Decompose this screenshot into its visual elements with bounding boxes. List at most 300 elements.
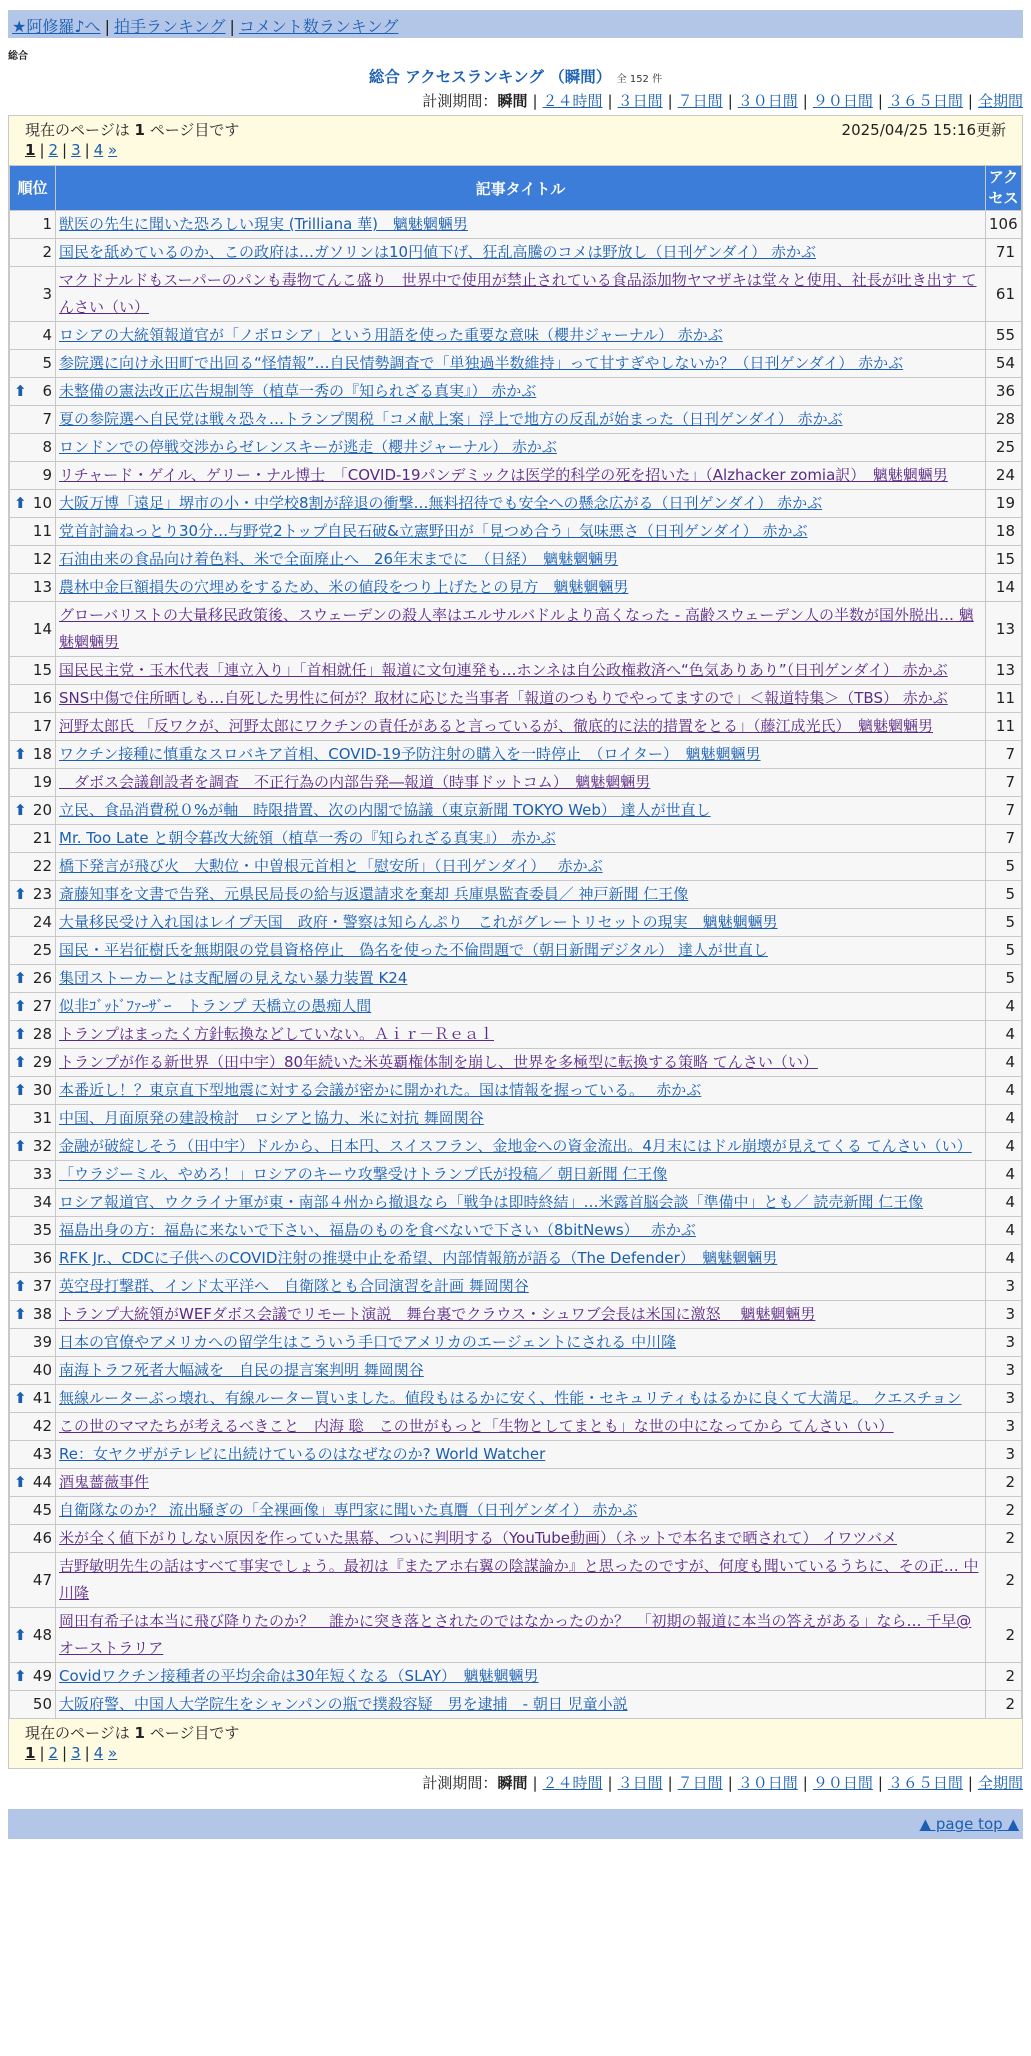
table-row (10, 1413, 1022, 1441)
rank-number: 30 (32, 1081, 52, 1099)
item-count: 全 152 件 (616, 74, 663, 85)
table-row (10, 853, 1022, 881)
page-status-prefix: 現在のページは (25, 121, 130, 139)
access-count: 54 (986, 350, 1022, 378)
article-link[interactable]: 大量移民受け入れ国はレイプ天国 政府・警察は知らんぷり これがグレートリセットの現実 魑魅魍魎男 (59, 913, 778, 931)
article-link[interactable]: 斎藤知事を文書で告発、元県民局長の給与返還請求を棄却 兵庫県監査委員／ 神戸新聞 仁王像 (59, 885, 689, 903)
title-cell (56, 406, 986, 434)
rank-cell (10, 490, 56, 518)
rank-cell (10, 1245, 56, 1273)
article-link[interactable]: Mr. Too Late と朝令暮改大統領（植草一秀の『知られざる真実』） 赤かぶ (59, 829, 556, 847)
rank-cell (10, 881, 56, 909)
rank-number: 7 (42, 410, 52, 428)
title-cell (56, 797, 986, 825)
article-link[interactable]: 夏の参院選へ自民党は戦々恐々…トランプ関税「コメ献上案」浮上で地方の反乱が始まった（日刊ゲンダイ） 赤かぶ (59, 410, 843, 428)
rank-number: 28 (32, 1025, 52, 1043)
period-current: 瞬間 (497, 1774, 528, 1792)
nav-link-applause-ranking[interactable]: 拍手ランキング (113, 17, 226, 36)
table-row (10, 713, 1022, 741)
title-cell (56, 965, 986, 993)
rank-number: 2 (42, 243, 52, 261)
table-row (10, 1301, 1022, 1329)
rank-cell (10, 993, 56, 1021)
title-cell (56, 1469, 986, 1497)
rank-number: 36 (32, 1249, 52, 1267)
rank-number: 33 (32, 1165, 52, 1183)
access-count: 106 (986, 211, 1022, 239)
rank-cell (10, 1357, 56, 1385)
rank-number: 20 (32, 801, 52, 819)
title-cell (56, 518, 986, 546)
period-link[interactable]: ２４時間 (542, 1774, 603, 1792)
access-count: 55 (986, 322, 1022, 350)
article-link[interactable]: 南海トラフ死者大幅減を 自民の提言案判明 舞岡関谷 (59, 1361, 424, 1379)
access-count: 4 (986, 1161, 1022, 1189)
rank-cell (10, 406, 56, 434)
table-row (10, 1525, 1022, 1553)
article-link[interactable]: トランプが作る新世界（田中宇）80年続いた米英覇権体制を崩し、世界を多極型に転換する策略 てんさい（い） (59, 1053, 818, 1071)
rank-up-arrow-icon: ⬆ (14, 997, 27, 1015)
article-link[interactable]: 自衛隊なのか？ 流出騒ぎの「全裸画像」専門家に聞いた真贋（日刊ゲンダイ） 赤かぶ (59, 1501, 638, 1519)
rank-number: 1 (42, 215, 52, 233)
ranking-table (9, 165, 1022, 1719)
article-link[interactable]: 中国、月面原発の建設検討 ロシアと協力、米に対抗 舞岡関谷 (59, 1109, 484, 1127)
title-cell (56, 937, 986, 965)
table-row (10, 1357, 1022, 1385)
rank-cell (10, 1441, 56, 1469)
article-link[interactable]: ロンドンでの停戦交渉からゼレンスキーが逃走（櫻井ジャーナル） 赤かぶ (59, 438, 557, 456)
period-label: 計測期間： (422, 1774, 498, 1792)
rank-cell (10, 909, 56, 937)
table-row (10, 1077, 1022, 1105)
table-row (10, 1217, 1022, 1245)
nav-link-ashura[interactable]: ★阿修羅♪へ (12, 17, 101, 36)
article-link[interactable]: Covidワクチン接種者の平均余命は30年短くなる（SLAY） 魑魅魍魎男 (59, 1667, 539, 1685)
page-link[interactable]: 2 (48, 141, 59, 159)
article-link[interactable]: 立民、食品消費税０%が軸 時限措置、次の内閣で協議（東京新聞 TOKYO Web） 達人が世直し (59, 801, 711, 819)
article-link[interactable]: グローバリストの大量移民政策後、スウェーデンの殺人率はエルサルバドルより高くなった - 高齢スウェーデン人の半数が国外脱出… 魑魅魍魎男 (59, 606, 974, 651)
rank-cell (10, 1189, 56, 1217)
rank-number: 15 (32, 661, 52, 679)
article-link[interactable]: リチャード・ゲイル、ゲリー・ナル博士 「COVID-19パンデミックは医学的科学の死を招いた」（Alzhacker zomia訳） 魑魅魍魎男 (59, 466, 948, 484)
article-link[interactable]: トランプはまったく方針転換などしていない。Ａｉｒ－Ｒｅａｌ (59, 1025, 495, 1043)
article-link[interactable]: 福島出身の方：福島に来ないで下さい、福島のものを食べないで下さい（8bitNews） 赤かぶ (59, 1221, 696, 1239)
article-link[interactable]: 未整備の憲法改正広告規制等（植草一秀の『知られざる真実』） 赤かぶ (59, 382, 537, 400)
rank-number: 23 (32, 885, 52, 903)
table-row (10, 937, 1022, 965)
page-separator: | (62, 141, 68, 159)
rank-number: 37 (32, 1277, 52, 1295)
page-title-main: 総合 アクセスランキング （瞬間） (368, 68, 612, 86)
rank-cell (10, 825, 56, 853)
table-row (10, 211, 1022, 239)
table-row (10, 406, 1022, 434)
period-separator: | (727, 92, 733, 110)
rank-number: 32 (32, 1137, 52, 1155)
title-cell (56, 1357, 986, 1385)
rank-cell (10, 1329, 56, 1357)
rank-cell (10, 1049, 56, 1077)
rank-cell (10, 1021, 56, 1049)
table-row (10, 1553, 1022, 1608)
rank-number: 41 (32, 1389, 52, 1407)
period-separator: | (532, 92, 538, 110)
rank-cell (10, 1413, 56, 1441)
table-row (10, 881, 1022, 909)
access-count: 3 (986, 1441, 1022, 1469)
access-count: 3 (986, 1413, 1022, 1441)
nav-link-comment-ranking[interactable]: コメント数ランキング (238, 17, 399, 36)
access-count: 19 (986, 490, 1022, 518)
pager-status-row (25, 119, 1006, 141)
rank-cell (10, 937, 56, 965)
article-link[interactable]: 獣医の先生に聞いた恐ろしい現実 (Trilliana 華) 魑魅魍魎男 (59, 215, 468, 233)
rank-cell (10, 434, 56, 462)
access-count: 2 (986, 1663, 1022, 1691)
page-link[interactable]: 3 (71, 1744, 81, 1762)
article-link[interactable]: 橋下発言が飛び火 大勲位・中曽根元首相と「慰安所」（日刊ゲンダイ） 赤かぶ (59, 857, 603, 875)
article-link[interactable]: RFK Jr.、CDCに子供へのCOVID注射の推奨中止を希望、内部情報筋が語る（The Defender） 魑魅魍魎男 (59, 1249, 778, 1267)
rank-up-arrow-icon: ⬆ (14, 1025, 27, 1043)
table-row (10, 685, 1022, 713)
page-status (25, 1722, 239, 1744)
page-next-link[interactable]: » (108, 141, 118, 159)
title-cell (56, 267, 986, 322)
title-cell (56, 211, 986, 239)
rank-cell (10, 462, 56, 490)
title-cell (56, 1385, 986, 1413)
page-separator: | (39, 1744, 45, 1762)
access-count: 2 (986, 1497, 1022, 1525)
rank-cell (10, 267, 56, 322)
access-count: 2 (986, 1553, 1022, 1608)
pager-bottom (9, 1719, 1022, 1768)
title-cell (56, 1161, 986, 1189)
ranking-container (8, 115, 1023, 1769)
article-link[interactable]: 参院選に向け永田町で出回る“怪情報”…自民情勢調査で「単独過半数維持」って甘すぎやしないか？（日刊ゲンダイ） 赤かぶ (59, 354, 904, 372)
title-cell (56, 769, 986, 797)
header-access: アクセス (986, 166, 1022, 211)
table-row (10, 1329, 1022, 1357)
table-row (10, 602, 1022, 657)
rank-number: 40 (32, 1361, 52, 1379)
article-link[interactable]: 国民を舐めているのか、この政府は…ガソリンは10円値下げ、狂乱高騰のコメは野放し（日刊ゲンダイ） 赤かぶ (59, 243, 817, 261)
article-link[interactable]: 河野太郎氏 「反ワクが、河野太郎にワクチンの責任があると言っているが、徹底的に法的措置をとる」（藤江成光氏） 魑魅魍魎男 (59, 717, 934, 735)
period-separator: | (607, 92, 613, 110)
nav-separator: | (229, 17, 235, 36)
rank-up-arrow-icon: ⬆ (14, 1389, 27, 1407)
title-cell (56, 1105, 986, 1133)
page-next-link[interactable]: » (108, 1744, 118, 1762)
rank-cell (10, 1161, 56, 1189)
access-count: 14 (986, 574, 1022, 602)
period-selector-top (0, 89, 1023, 113)
rank-cell (10, 1133, 56, 1161)
period-link[interactable]: 全期間 (977, 1774, 1023, 1792)
access-count: 11 (986, 713, 1022, 741)
page-status (25, 119, 239, 141)
rank-cell (10, 350, 56, 378)
article-link[interactable]: 英空母打撃群、インド太平洋へ 自衛隊とも合同演習を計画 舞岡関谷 (59, 1277, 529, 1295)
period-link[interactable]: ３６５日間 (887, 92, 963, 110)
title-cell (56, 322, 986, 350)
access-count: 3 (986, 1301, 1022, 1329)
rank-number: 43 (32, 1445, 52, 1463)
title-cell (56, 685, 986, 713)
period-selector-bottom (0, 1771, 1023, 1795)
title-cell (56, 434, 986, 462)
access-count: 24 (986, 462, 1022, 490)
rank-cell (10, 518, 56, 546)
access-count: 36 (986, 378, 1022, 406)
rank-cell (10, 378, 56, 406)
access-count: 4 (986, 1217, 1022, 1245)
period-link[interactable]: ９０日間 (812, 1774, 873, 1792)
article-link[interactable]: Re：女ヤクザがテレビに出続けているのはなぜなのか? World Watcher (59, 1445, 546, 1463)
article-link[interactable]: 集団ストーカーとは支配層の見えない暴力装置 K24 (59, 969, 408, 987)
access-count: 2 (986, 1608, 1022, 1663)
rank-number: 44 (32, 1473, 52, 1491)
table-row (10, 1161, 1022, 1189)
table-row (10, 574, 1022, 602)
period-separator: | (877, 1774, 883, 1792)
access-count: 71 (986, 239, 1022, 267)
rank-cell (10, 685, 56, 713)
period-link[interactable]: ２４時間 (542, 92, 603, 110)
period-link[interactable]: ７日間 (677, 92, 723, 110)
article-link[interactable]: 国民・平岩征樹氏を無期限の党員資格停止 偽名を使った不倫問題で（朝日新聞デジタル） 達人が世直し (59, 941, 768, 959)
table-row (10, 769, 1022, 797)
period-link[interactable]: ９０日間 (812, 92, 873, 110)
rank-number: 47 (32, 1570, 52, 1589)
article-link[interactable]: 日本の官僚やアメリカへの留学生はこういう手口でアメリカのエージェントにされる 中川隆 (59, 1333, 677, 1351)
rank-number: 12 (32, 550, 52, 568)
rank-up-arrow-icon: ⬆ (14, 969, 27, 987)
period-separator: | (532, 1774, 538, 1792)
page-link[interactable]: 3 (71, 141, 81, 159)
pager-links (25, 1744, 1006, 1766)
title-cell (56, 490, 986, 518)
rank-cell (10, 657, 56, 685)
title-cell (56, 853, 986, 881)
period-link[interactable]: 全期間 (977, 92, 1023, 110)
period-separator: | (967, 92, 973, 110)
article-link[interactable]: 「ウラジーミル、やめろ！」ロシアのキーウ攻撃受けトランプ氏が投稿／ 朝日新聞 仁王像 (59, 1165, 668, 1183)
page-status-number: 1 (134, 1724, 145, 1742)
rank-number: 42 (32, 1417, 52, 1435)
rank-cell (10, 1217, 56, 1245)
pager-status-row (25, 1722, 1006, 1744)
title-cell (56, 1663, 986, 1691)
rank-cell (10, 602, 56, 657)
table-row (10, 1385, 1022, 1413)
table-row (10, 434, 1022, 462)
table-row (10, 1245, 1022, 1273)
rank-number: 5 (42, 354, 52, 372)
table-row (10, 1049, 1022, 1077)
table-row (10, 1608, 1022, 1663)
title-cell (56, 378, 986, 406)
rank-cell (10, 713, 56, 741)
table-row (10, 1441, 1022, 1469)
period-separator: | (802, 1774, 808, 1792)
access-count: 3 (986, 1273, 1022, 1301)
article-link[interactable]: 金融が破綻しそう（田中宇）ドルから、日本円、スイスフラン、金地金への資金流出。4月末にはドル崩壊が見えてくる てんさい（い） (59, 1137, 972, 1155)
table-row (10, 1663, 1022, 1691)
table-row (10, 657, 1022, 685)
article-link[interactable]: ロシアの大統領報道官が「ノボロシア」という用語を使った重要な意味（櫻井ジャーナル） 赤かぶ (59, 326, 723, 344)
article-link[interactable]: トランプ大統領がWEFダボス会議でリモート演説 舞台裏でクラウス・シュワブ会長は米国に激怒 魑魅魍魎男 (59, 1305, 816, 1323)
rank-number: 14 (32, 619, 52, 638)
rank-up-arrow-icon: ⬆ (14, 382, 27, 400)
rank-number: 31 (32, 1109, 52, 1127)
access-count: 7 (986, 825, 1022, 853)
article-link[interactable]: 石油由来の食品向け着色料、米で全面廃止へ 26年末までに （日経） 魑魅魍魎男 (59, 550, 619, 568)
article-link[interactable]: 大阪万博「遠足」堺市の小・中学校8割が辞退の衝撃…無料招待でも安全への懸念広がる（日刊ゲンダイ） 赤かぶ (59, 494, 823, 512)
period-separator: | (967, 1774, 973, 1792)
page-link[interactable]: 2 (48, 1744, 59, 1762)
rank-cell (10, 322, 56, 350)
rank-number: 46 (32, 1529, 52, 1547)
access-count: 13 (986, 602, 1022, 657)
rank-cell (10, 1301, 56, 1329)
rank-number: 21 (32, 829, 52, 847)
article-link[interactable]: マクドナルドもスーパーのパンも毒物てんこ盛り 世界中で使用が禁止されている食品添加物ヤマザキは堂々と使用、社長が吐き出す てんさい（い） (59, 271, 977, 316)
rank-number: 48 (32, 1625, 52, 1644)
page-link[interactable]: 4 (93, 1744, 104, 1762)
period-separator: | (607, 1774, 613, 1792)
title-cell (56, 574, 986, 602)
period-link[interactable]: ３０日間 (737, 92, 798, 110)
rank-number: 34 (32, 1193, 52, 1211)
period-separator: | (667, 92, 673, 110)
access-count: 5 (986, 965, 1022, 993)
rank-cell (10, 1077, 56, 1105)
updated-timestamp: 2025/04/25 15:16更新 (841, 121, 1006, 139)
article-link[interactable]: 無線ルーターぶっ壊れ、有線ルーター買いました。値段もはるかに安く、性能・セキュリティもはるかに良くて大満足。 クエスチョン (59, 1389, 962, 1407)
table-row (10, 1021, 1022, 1049)
article-link[interactable]: 米が全く値下がりしない原因を作っていた黒幕、ついに判明する（YouTube動画）（ネットで本名まで晒されて） イワツバメ (59, 1529, 897, 1547)
table-row (10, 378, 1022, 406)
rank-number: 13 (32, 578, 52, 596)
title-cell (56, 993, 986, 1021)
rank-number: 10 (32, 494, 52, 512)
table-row (10, 546, 1022, 574)
page-status-suffix: ページ目です (149, 121, 240, 139)
rank-number: 39 (32, 1333, 52, 1351)
article-link[interactable]: ロシア報道官、ウクライナ軍が東・南部４州から撤退なら「戦争は即時終結」…米露首脳会談「準備中」とも／ 読売新聞 仁王像 (59, 1193, 924, 1211)
period-link[interactable]: ７日間 (677, 1774, 723, 1792)
rank-cell (10, 769, 56, 797)
access-count: 2 (986, 1525, 1022, 1553)
rank-up-arrow-icon: ⬆ (14, 801, 27, 819)
header-title: 記事タイトル (56, 166, 986, 211)
access-count: 13 (986, 657, 1022, 685)
period-link[interactable]: ３日間 (617, 92, 663, 110)
article-link[interactable]: 酒鬼薔薇事件 (59, 1473, 150, 1491)
table-row (10, 741, 1022, 769)
period-link[interactable]: ３６５日間 (887, 1774, 963, 1792)
article-link[interactable]: 吉野敏明先生の話はすべて事実でしょう。最初は『またアホ右翼の陰謀論か』と思ったのですが、何度も聞いているうちに、その正… 中川隆 (59, 1557, 979, 1602)
access-count: 7 (986, 769, 1022, 797)
article-link[interactable]: 党首討論ねっとり30分…与野党2トップ自民石破&立憲野田が「見つめ合う」気味悪さ（日刊ゲンダイ） 赤かぶ (59, 522, 808, 540)
title-cell (56, 881, 986, 909)
article-link[interactable]: SNS中傷で住所晒しも…自死した男性に何が？取材に応じた当事者「報道のつもりでやってますので」＜報道特集＞（TBS） 赤かぶ (59, 689, 948, 707)
access-count: 11 (986, 685, 1022, 713)
article-link[interactable]: 大阪府警、中国人大学院生をシャンパンの瓶で撲殺容疑 男を逮捕 - 朝日 児童小説 (59, 1695, 628, 1713)
title-cell (56, 1413, 986, 1441)
rank-cell (10, 797, 56, 825)
rank-cell (10, 1691, 56, 1719)
access-count: 61 (986, 267, 1022, 322)
period-separator: | (667, 1774, 673, 1792)
rank-cell (10, 1663, 56, 1691)
pager-top (9, 116, 1022, 165)
rank-up-arrow-icon: ⬆ (14, 1081, 27, 1099)
rank-cell (10, 1497, 56, 1525)
table-row (10, 825, 1022, 853)
page-top-link[interactable]: ▲ page top ▲ (919, 1815, 1019, 1833)
rank-cell (10, 239, 56, 267)
page-link[interactable]: 4 (93, 141, 104, 159)
article-link[interactable]: 国民民主党・玉木代表「連立入り」「首相就任」報道に文句連発も…ホンネは自公政権救済へ“色気ありあり”（日刊ゲンダイ） 赤かぶ (59, 661, 948, 679)
access-count: 5 (986, 937, 1022, 965)
article-link[interactable]: 農林中金巨額損失の穴埋めをするため、米の値段をつり上げたとの見方 魑魅魍魎男 (59, 578, 629, 596)
table-row (10, 1189, 1022, 1217)
access-count: 25 (986, 434, 1022, 462)
title-cell (56, 1077, 986, 1105)
rank-number: 18 (32, 745, 52, 763)
rank-number: 26 (32, 969, 52, 987)
article-link[interactable]: 岡田有希子は本当に飛び降りたのか？ 誰かに突き落とされたのではなかったのか？ 「初期の報道に本当の答えがある」なら… 千早@オーストラリア (59, 1612, 972, 1657)
rank-number: 6 (42, 382, 52, 400)
rank-cell (10, 1385, 56, 1413)
title-cell (56, 657, 986, 685)
title-cell (56, 350, 986, 378)
rank-number: 19 (32, 773, 52, 791)
period-link[interactable]: ３０日間 (737, 1774, 798, 1792)
period-link[interactable]: ３日間 (617, 1774, 663, 1792)
rank-up-arrow-icon: ⬆ (14, 1277, 27, 1295)
title-cell (56, 1525, 986, 1553)
article-link[interactable]: ワクチン接種に慎重なスロバキア首相、COVID-19予防注射の購入を一時停止 （ロイター） 魑魅魍魎男 (59, 745, 761, 763)
article-link[interactable]: 本番近し！？東京直下型地震に対する会議が密かに開かれた。国は情報を握っている。 赤かぶ (59, 1081, 702, 1099)
rank-number: 38 (32, 1305, 52, 1323)
table-row (10, 965, 1022, 993)
rank-number: 11 (32, 522, 52, 540)
table-row (10, 1497, 1022, 1525)
rank-number: 27 (32, 997, 52, 1015)
article-link[interactable]: この世のママたちが考えるべきこと 内海 聡 この世がもっと「生物としてまとも」な世の中になってから てんさい（い） (59, 1417, 894, 1435)
article-link[interactable]: 似非ｺﾞｯﾄﾞﾌｧｰｻﾞｰ トランプ 天橋立の愚痴人間 (59, 997, 372, 1015)
table-row (10, 239, 1022, 267)
rank-up-arrow-icon: ⬆ (14, 1625, 27, 1644)
access-count: 3 (986, 1357, 1022, 1385)
article-link[interactable]: ダボス会議創設者を調査 不正行為の内部告発―報道（時事ドットコム） 魑魅魍魎男 (59, 773, 651, 791)
period-label: 計測期間： (422, 92, 498, 110)
rank-up-arrow-icon: ⬆ (14, 1473, 27, 1491)
rank-cell (10, 1553, 56, 1608)
rank-cell (10, 574, 56, 602)
title-cell (56, 1441, 986, 1469)
access-count: 5 (986, 853, 1022, 881)
title-cell (56, 1049, 986, 1077)
rank-up-arrow-icon: ⬆ (14, 1667, 27, 1685)
access-count: 4 (986, 1105, 1022, 1133)
title-cell (56, 713, 986, 741)
rank-number: 17 (32, 717, 52, 735)
rank-number: 16 (32, 689, 52, 707)
